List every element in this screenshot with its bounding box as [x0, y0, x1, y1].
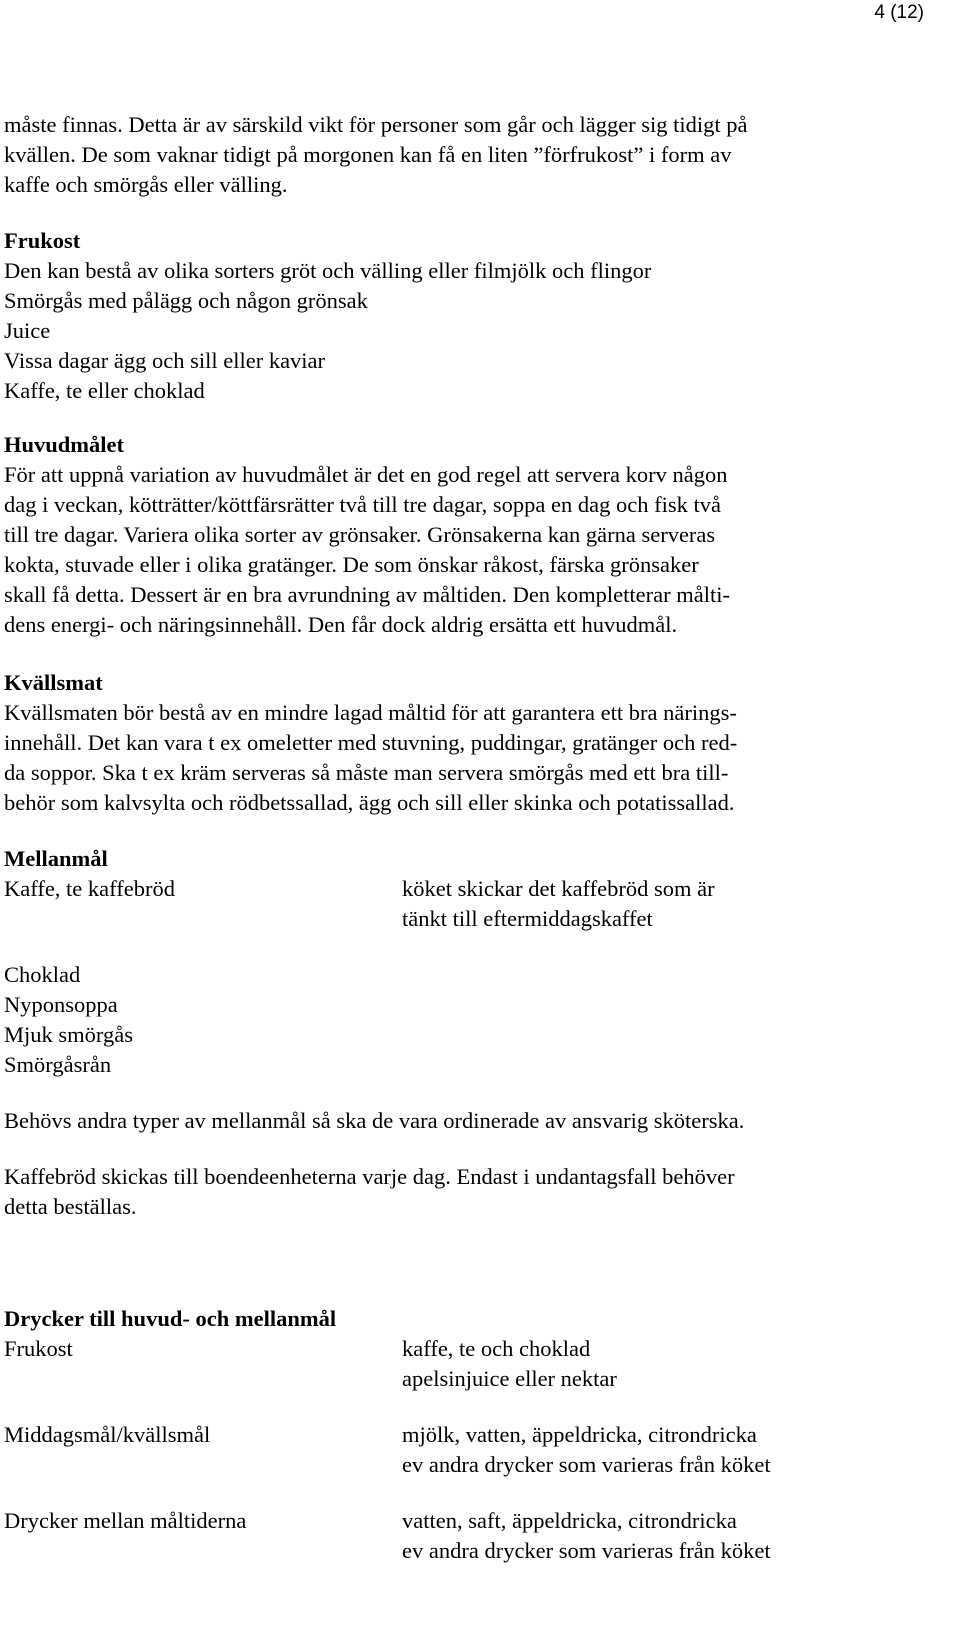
list-item: Vissa dagar ägg och sill eller kaviar	[4, 348, 326, 373]
paragraph-line: Kvällsmaten bör bestå av en mindre lagad måltid för att garantera ett bra närings-	[4, 700, 737, 725]
paragraph-line: Behövs andra typer av mellanmål så ska de vara ordinerade av ansvarig sköterska.	[4, 1108, 745, 1133]
drycker-value: kaffe, te och choklad	[402, 1336, 591, 1361]
paragraph-line: dag i veckan, kötträtter/köttfärsrätter två till tre dagar, soppa en dag och fisk två	[4, 492, 721, 517]
note-line: köket skickar det kaffebröd som är	[402, 876, 715, 901]
drycker-value: apelsinjuice eller nektar	[402, 1366, 617, 1391]
paragraph-line: till tre dagar. Variera olika sorter av grönsaker. Grönsakerna kan gärna serveras	[4, 522, 716, 547]
section-mellanmal	[4, 844, 904, 874]
paragraph-line: Kaffebröd skickas till boendeenheterna varje dag. Endast i undantagsfall behöver	[4, 1164, 735, 1189]
drycker-value: ev andra drycker som varieras från köket	[402, 1538, 771, 1563]
paragraph-line: kaffe och smörgås eller välling.	[4, 172, 288, 197]
mellanmal-note-2	[4, 1162, 904, 1222]
section-frukost	[4, 226, 904, 406]
paragraph-line: dens energi- och näringsinnehåll. Den får dock aldrig ersätta ett huvudmål.	[4, 612, 678, 637]
list-item: Kaffe, te eller choklad	[4, 378, 205, 403]
drycker-row-label: Frukost	[4, 1336, 73, 1361]
page-number: 4 (12)	[874, 2, 924, 23]
drycker-row-label: Middagsmål/kvällsmål	[4, 1422, 211, 1447]
drycker-row-values	[402, 1506, 771, 1566]
section-heading: Mellanmål	[4, 846, 108, 871]
drycker-value: vatten, saft, äppeldricka, citrondricka	[402, 1508, 737, 1533]
paragraph-line: skall få detta. Dessert är en bra avrundning av måltiden. Den kompletterar målti-	[4, 582, 730, 607]
section-heading: Frukost	[4, 228, 81, 253]
drycker-value: mjölk, vatten, äppeldricka, citrondricka	[402, 1422, 757, 1447]
list-item: Smörgås med pålägg och någon grönsak	[4, 288, 368, 313]
mellanmal-row	[4, 874, 904, 934]
mellanmal-note-1	[4, 1106, 904, 1136]
paragraph-line: måste finnas. Detta är av särskild vikt för personer som går och lägger sig tidigt på	[4, 112, 748, 137]
section-huvudmalet	[4, 430, 904, 640]
drycker-row	[4, 1506, 904, 1566]
drycker-row	[4, 1420, 904, 1480]
paragraph-line: innehåll. Det kan vara t ex omeletter med stuvning, puddingar, gratänger och red-	[4, 730, 738, 755]
list-item: Choklad	[4, 962, 81, 987]
drycker-value: ev andra drycker som varieras från köket	[402, 1452, 771, 1477]
drycker-row-values	[402, 1334, 617, 1394]
note-line: tänkt till eftermiddagskaffet	[402, 906, 653, 931]
section-drycker	[4, 1304, 904, 1334]
list-item: Nyponsoppa	[4, 992, 118, 1017]
paragraph-line: da soppor. Ska t ex kräm serveras så måste man servera smörgås med ett bra till-	[4, 760, 729, 785]
section-heading: Kvällsmat	[4, 670, 103, 695]
paragraph-line: kokta, stuvade eller i olika gratänger. De som önskar råkost, färska grönsaker	[4, 552, 699, 577]
paragraph-line: För att uppnå variation av huvudmålet är det en god regel att servera korv någon	[4, 462, 728, 487]
drycker-row	[4, 1334, 904, 1394]
section-heading: Huvudmålet	[4, 432, 125, 457]
drycker-row-label: Drycker mellan måltiderna	[4, 1508, 247, 1533]
paragraph-line: detta beställas.	[4, 1194, 137, 1219]
list-item: Mjuk smörgås	[4, 1022, 133, 1047]
list-item: Smörgåsrån	[4, 1052, 112, 1077]
section-heading: Drycker till huvud- och mellanmål	[4, 1306, 337, 1331]
section-kvallsmat	[4, 668, 904, 818]
drycker-row-values	[402, 1420, 771, 1480]
paragraph-line: behör som kalvsylta och rödbetssallad, ägg och sill eller skinka och potatissallad.	[4, 790, 735, 815]
mellanmal-items	[4, 960, 904, 1080]
list-item: Juice	[4, 318, 51, 343]
intro-paragraph	[4, 110, 904, 200]
list-item: Den kan bestå av olika sorters gröt och välling eller filmjölk och flingor	[4, 258, 652, 283]
mellanmal-row-label: Kaffe, te kaffebröd	[4, 876, 175, 901]
paragraph-line: kvällen. De som vaknar tidigt på morgonen kan få en liten ”förfrukost” i form av	[4, 142, 732, 167]
mellanmal-row-note	[402, 874, 715, 934]
